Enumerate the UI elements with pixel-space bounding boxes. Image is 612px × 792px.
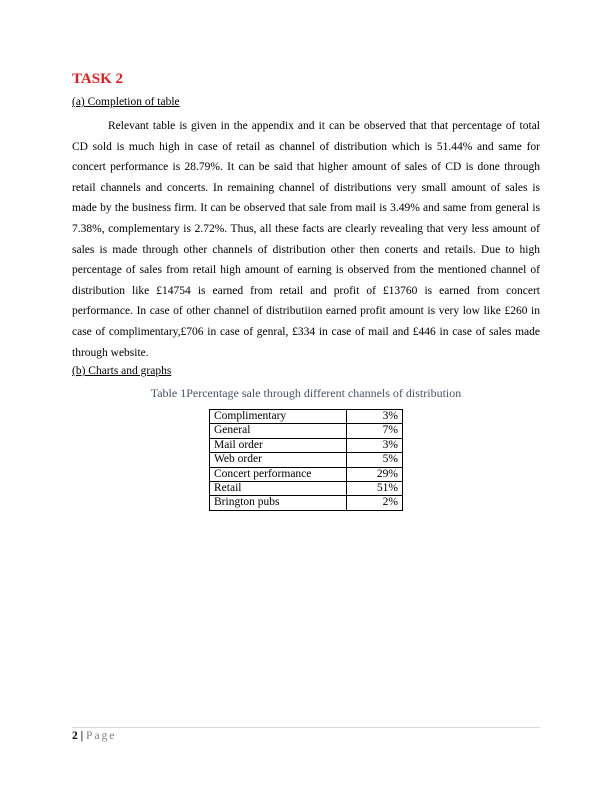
row-value: 7% bbox=[347, 424, 403, 438]
section-a-title: (a) Completion of table bbox=[72, 96, 180, 108]
page-label: Page bbox=[86, 730, 117, 742]
row-value: 2% bbox=[347, 496, 403, 510]
table-row bbox=[210, 438, 403, 452]
row-value: 3% bbox=[347, 438, 403, 452]
table-row bbox=[210, 424, 403, 438]
row-label: Web order bbox=[210, 453, 347, 467]
footer-separator: | bbox=[80, 730, 84, 742]
row-label: Retail bbox=[210, 482, 347, 496]
page-number: 2 bbox=[72, 730, 78, 742]
table-caption: Table 1Percentage sale through different channels of distribution bbox=[150, 386, 462, 400]
row-label: Brington pubs bbox=[210, 496, 347, 510]
table-row bbox=[210, 410, 403, 424]
row-label: General bbox=[210, 424, 347, 438]
footer-divider bbox=[72, 727, 540, 728]
row-label: Complimentary bbox=[210, 410, 347, 424]
distribution-table bbox=[209, 409, 403, 511]
body-paragraph: Relevant table is given in the appendix and it can be observed that that percentage of total CD sold is much high in case of retail as channel of distribution which is 51.44% and same for concert performance is 28.79%. It can be said that higher amount of sales of CD is done through retail channels and concerts. In remaining channel of distributions very small amount of sales is made by the business firm. It can be observed that sale from mail is 3.49% and same from general is 7.38%, complementary is 2.72%. Thus, all these facts are clearly revealing that very less amount of sales is made through other channels of distribution other then conerts and retails. Due to high percentage of sales from retail high amount of earning is observed from the mentioned channel of distribution like £14754 is earned from retail and profit of £13760 is earned from concert performance. In case of other channel of distributiion earned profit amount is very low like £260 in case of complimentary,£706 in case of genral, £334 in case of mail and £446 in case of sales made through website. bbox=[72, 120, 540, 359]
table-row bbox=[210, 496, 403, 510]
table-row bbox=[210, 467, 403, 481]
task-heading: TASK 2 bbox=[72, 71, 123, 87]
row-label: Mail order bbox=[210, 438, 347, 452]
table-row bbox=[210, 453, 403, 467]
row-value: 3% bbox=[347, 410, 403, 424]
row-value: 29% bbox=[347, 467, 403, 481]
row-label: Concert performance bbox=[210, 467, 347, 481]
section-b-title: (b) Charts and graphs bbox=[72, 365, 172, 377]
table-row bbox=[210, 482, 403, 496]
page-footer bbox=[72, 730, 116, 742]
row-value: 5% bbox=[347, 453, 403, 467]
row-value: 51% bbox=[347, 482, 403, 496]
